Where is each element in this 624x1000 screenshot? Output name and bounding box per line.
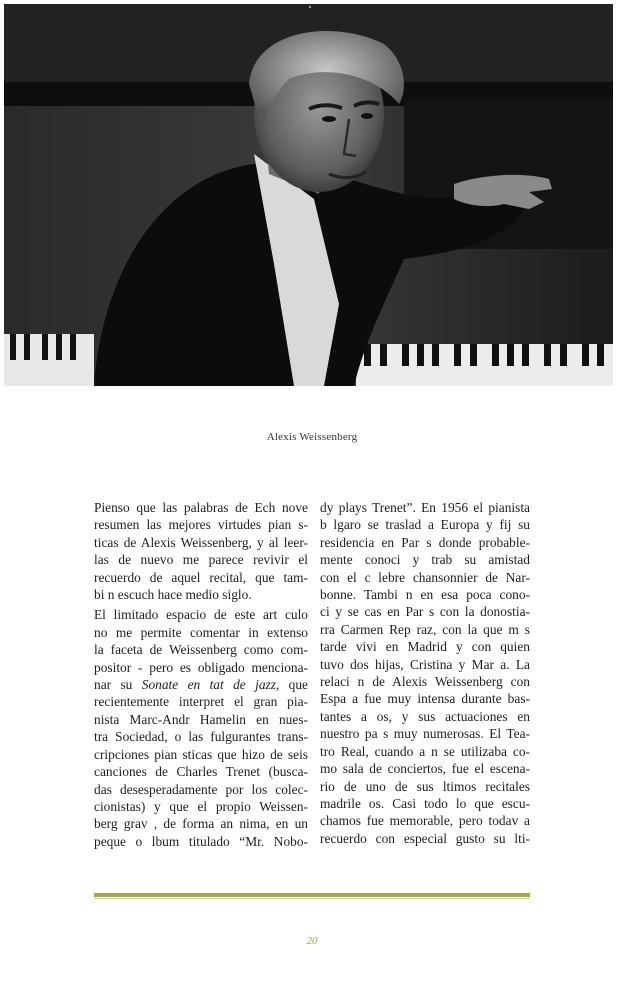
text-line: peque o lbum titulado “Mr. Nobo- (94, 833, 308, 849)
footer-rule-thin (94, 898, 530, 899)
text-line: das desesperadamente por los colec- (94, 781, 308, 797)
text-line: El limitado espacio de este art culo (94, 607, 308, 623)
text-line: chamos fue memorable, pero todav a (320, 813, 530, 829)
paragraph-3 (320, 499, 530, 847)
text-line: residencia en Par s donde probable- (320, 534, 530, 550)
text-line: rra Carmen Rep raz, con la que m s (320, 621, 530, 637)
text-line: nista Marc-Andr Hamelin en nues- (94, 711, 308, 727)
text-line: Pienso que las palabras de Ech nove (94, 500, 308, 515)
text-line: rio de uno de sus ltimos recitales (320, 778, 530, 794)
text-line: Espa a fue muy intensa durante bas- (320, 691, 530, 707)
text-line: relaci n de Alexis Weissenberg con (320, 674, 530, 690)
work-title: Sonate en tat de jazz (141, 677, 276, 693)
right-text-column (320, 499, 530, 847)
text-line: recuerdo de aquel recital, que tam- (94, 569, 308, 585)
text-line: cionistas) y que el propio Weissen- (94, 798, 308, 814)
text-line: ticas de Alexis Weissenberg, y al leer- (94, 534, 308, 550)
text-line: tarde vivi en Madrid y con quien (320, 639, 530, 655)
paragraph-2 (94, 606, 308, 850)
text-line: positor - pero es obligado menciona- (94, 659, 308, 675)
text-line: resumen las mejores virtudes pian s- (94, 517, 308, 533)
text-line: recientemente interpret el gran pia- (94, 694, 308, 710)
text-line: berg grav , de forma an nima, en un (94, 816, 308, 832)
text-line: tra Sociedad, o las fulgurantes trans- (94, 729, 308, 745)
piano-keys-right (356, 344, 613, 386)
text-line: la faceta de Weissenberg como com- (94, 642, 308, 658)
photo-caption: Alexis Weissenberg (266, 431, 358, 443)
paragraph-1 (94, 499, 308, 603)
text-line: nuestro pa s muy numerosas. El Tea- (320, 726, 530, 742)
text-line: cripciones pian sticas que hizo de seis (94, 746, 308, 762)
piano-keys-left (4, 334, 94, 386)
left-text-column (94, 499, 308, 850)
text-line: mo sala de conciertos, fue el escena- (320, 761, 530, 777)
italic-prefix: nar su (94, 677, 142, 693)
text-line: recuerdo con especial gusto su lti- (320, 830, 530, 846)
text-line: tantes a os, y sus actuaciones en (320, 708, 530, 724)
text-line: tro Real, cuando a n se utilizaba co- (320, 743, 530, 759)
text-line: bonne. Tambi n en esa poca cono- (320, 587, 530, 603)
text-line: no me permite comentar in extenso (94, 624, 308, 640)
portrait-photo (4, 4, 613, 386)
italic-suffix: , que (275, 677, 308, 693)
footer-rule (94, 893, 530, 897)
text-line: canciones de Charles Trenet (busca- (94, 764, 308, 780)
text-line: madrile os. Casi todo lo que escu- (320, 795, 530, 811)
text-line: dy plays Trenet”. En 1956 el pianista (320, 500, 530, 515)
text-line: tuvo dos hijas, Cristina y Mar a. La (320, 656, 530, 672)
text-line: mente conoci y trab su amistad (320, 552, 530, 568)
text-line: b lgaro se traslad a Europa y fij su (320, 517, 530, 533)
page-number: 20 (306, 935, 318, 947)
text-line: ci y se cas en Par s con la donostia- (320, 604, 530, 620)
text-line: con el c lebre chansonnier de Nar- (320, 569, 530, 585)
text-line: las de nuevo me parece revivir el (94, 552, 308, 568)
text-line-with-italic (94, 676, 308, 693)
text-line: bi n escuch hace medio siglo. (94, 587, 252, 603)
pianist-portrait-illustration (4, 4, 613, 386)
